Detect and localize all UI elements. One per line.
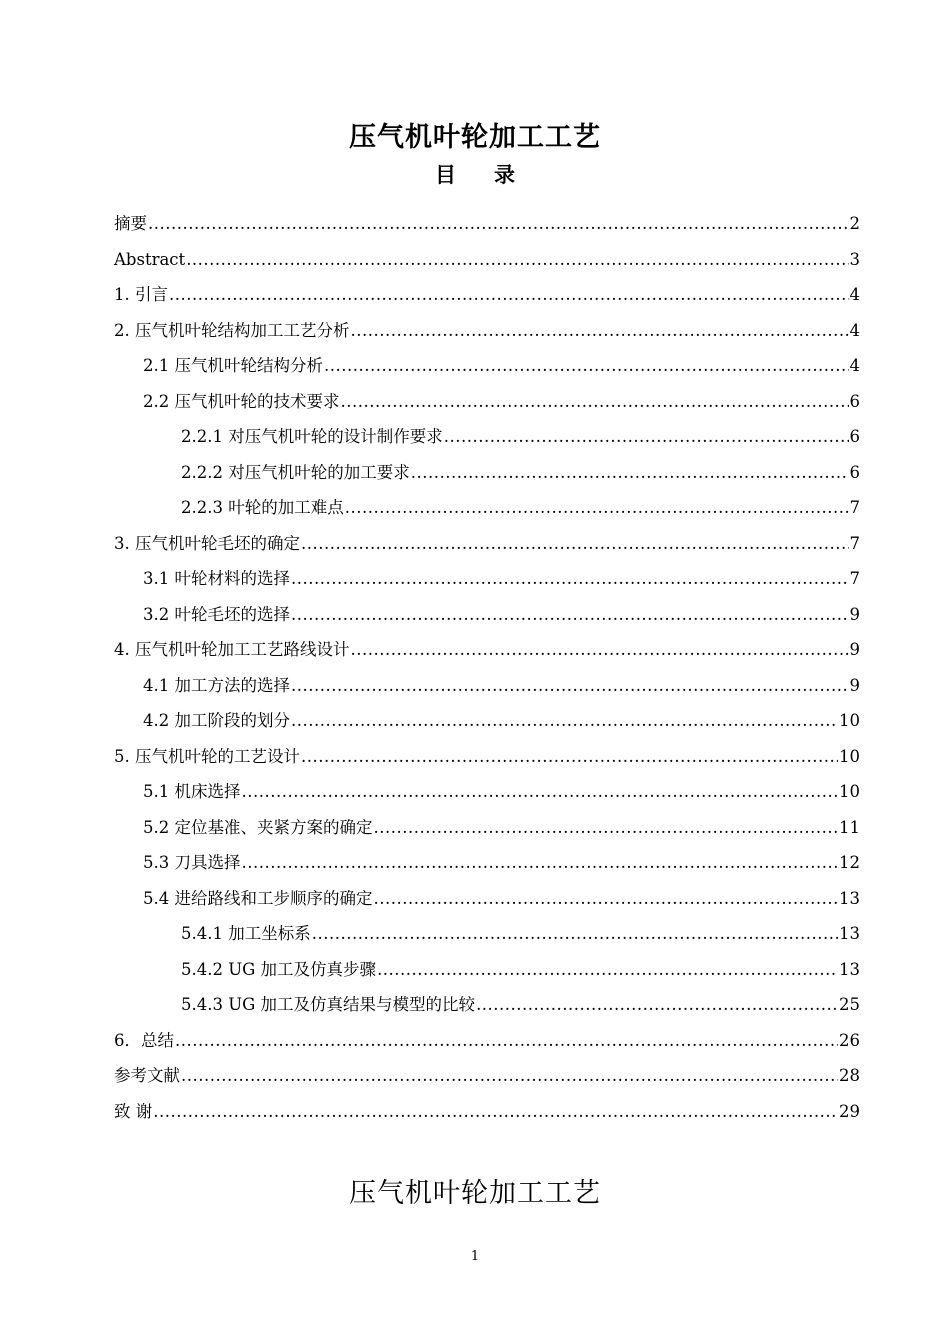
toc-entry-label: 3.1 叶轮材料的选择 <box>143 569 290 588</box>
toc-entry-page: 26 <box>839 1030 860 1050</box>
toc-entry-5-4-3[interactable] <box>114 987 860 1023</box>
toc-entry-label: 5.4 进给路线和工步顺序的确定 <box>143 888 373 908</box>
toc-dot-leader <box>148 206 849 242</box>
toc-entry-label: 5.4.3 UG 加工及仿真结果与模型的比较 <box>181 995 476 1014</box>
toc-entry-label: 4.1 加工方法的选择 <box>143 675 290 695</box>
toc-entry-2-2-2[interactable] <box>114 455 860 491</box>
toc-entry-page: 11 <box>839 817 860 837</box>
toc-entry-label: 4. 压气机叶轮加工工艺路线设计 <box>114 640 350 659</box>
toc-entry-page: 3 <box>849 249 860 269</box>
toc-entry-page: 28 <box>839 1066 860 1085</box>
toc-dot-leader <box>324 348 849 384</box>
toc-entry-page: 9 <box>849 640 860 659</box>
toc-entry-5-1[interactable] <box>114 774 860 810</box>
toc-entry-2-2-1[interactable] <box>114 419 860 455</box>
toc-entry-page: 4 <box>849 285 860 304</box>
toc-entry-5-4[interactable] <box>114 881 860 917</box>
toc-entry-label: 1. 引言 <box>114 285 168 304</box>
toc-entry-2-2[interactable] <box>114 384 860 420</box>
toc-dot-leader <box>175 1023 838 1059</box>
toc-entry-5-4-2[interactable] <box>114 952 860 988</box>
toc-entry-page: 13 <box>839 888 860 908</box>
toc-entry-2-2-3[interactable] <box>114 490 860 526</box>
toc-dot-leader <box>377 952 838 988</box>
toc-entry-page: 10 <box>839 746 860 766</box>
toc-entry-page: 4 <box>849 356 860 375</box>
toc-dot-leader <box>301 526 849 562</box>
toc-entry-page: 13 <box>839 959 860 979</box>
toc-dot-leader <box>351 632 849 668</box>
toc-entry-abstract-en[interactable] <box>114 242 860 278</box>
toc-heading-part-2: 录 <box>494 162 515 187</box>
toc-dot-leader <box>374 810 839 846</box>
toc-entry-label: 3.2 叶轮毛坯的选择 <box>143 604 290 624</box>
toc-entry-label: 2.1 压气机叶轮结构分析 <box>143 356 323 375</box>
toc-entry-label: 2.2.2 对压气机叶轮的加工要求 <box>181 462 410 482</box>
body-section-title: 压气机叶轮加工工艺 <box>349 1178 601 1209</box>
toc-entry-1[interactable] <box>114 277 860 313</box>
toc-entry-page: 12 <box>839 853 860 872</box>
toc-heading-part-1: 目 <box>435 162 456 187</box>
toc-entry-label: 5.4.2 UG 加工及仿真步骤 <box>181 959 377 979</box>
toc-entry-4-2[interactable] <box>114 703 860 739</box>
toc-dot-leader <box>351 313 849 349</box>
toc-entry-2[interactable] <box>114 313 860 349</box>
toc-entry-page: 13 <box>839 924 860 943</box>
toc-entry-page: 10 <box>839 782 860 801</box>
toc-dot-leader <box>291 561 849 597</box>
toc-entry-3-2[interactable] <box>114 597 860 633</box>
toc-entry-page: 10 <box>839 711 860 730</box>
toc-dot-leader <box>476 987 838 1023</box>
toc-entry-label: 2.2.3 叶轮的加工难点 <box>181 498 344 517</box>
toc-entry-page: 6 <box>849 427 860 446</box>
toc-entry-references[interactable] <box>114 1058 860 1094</box>
toc-entry-label: Abstract <box>114 249 186 269</box>
toc-entry-page: 4 <box>849 320 860 340</box>
toc-entry-label: 4.2 加工阶段的划分 <box>143 711 290 730</box>
toc-entry-label: 2. 压气机叶轮结构加工工艺分析 <box>114 320 350 340</box>
toc-entry-label: 摘要 <box>114 214 147 233</box>
toc-dot-leader <box>291 597 849 633</box>
toc-entry-label: 5. 压气机叶轮的工艺设计 <box>114 746 300 766</box>
toc-entry-6[interactable] <box>114 1023 860 1059</box>
toc-entry-abstract-cn[interactable] <box>114 206 860 242</box>
toc-dot-leader <box>341 384 849 420</box>
toc-entry-label: 5.1 机床选择 <box>143 782 241 801</box>
toc-dot-leader <box>374 881 839 917</box>
page-number: 1 <box>470 1249 480 1264</box>
toc-entry-5-3[interactable] <box>114 845 860 881</box>
toc-entry-page: 9 <box>849 604 860 624</box>
toc-dot-leader <box>181 1058 838 1094</box>
toc-entry-page: 29 <box>839 1101 860 1121</box>
toc-entry-label: 5.3 刀具选择 <box>143 853 241 872</box>
toc-dot-leader <box>242 845 839 881</box>
document-title: 压气机叶轮加工工艺 <box>349 122 601 153</box>
toc-entry-4-1[interactable] <box>114 668 860 704</box>
toc-entry-page: 9 <box>849 675 860 695</box>
toc-entry-5-4-1[interactable] <box>114 916 860 952</box>
toc-entry-acknowledgements[interactable] <box>114 1094 860 1130</box>
toc-dot-leader <box>444 419 849 455</box>
table-of-contents <box>114 206 860 1129</box>
toc-entry-4[interactable] <box>114 632 860 668</box>
toc-entry-label: 5.2 定位基准、夹紧方案的确定 <box>143 817 373 837</box>
toc-entry-label: 5.4.1 加工坐标系 <box>181 924 311 943</box>
toc-entry-page: 25 <box>839 995 860 1014</box>
toc-dot-leader <box>242 774 839 810</box>
toc-entry-label: 3. 压气机叶轮毛坯的确定 <box>114 533 300 553</box>
toc-entry-page: 2 <box>849 214 860 233</box>
toc-dot-leader <box>169 277 849 313</box>
toc-dot-leader <box>291 703 838 739</box>
toc-entry-page: 7 <box>849 533 860 553</box>
toc-entry-3-1[interactable] <box>114 561 860 597</box>
toc-entry-2-1[interactable] <box>114 348 860 384</box>
toc-dot-leader <box>345 490 849 526</box>
toc-entry-page: 6 <box>849 391 860 411</box>
toc-entry-label: 致 谢 <box>114 1101 153 1121</box>
toc-entry-page: 7 <box>849 498 860 517</box>
toc-heading <box>0 158 950 192</box>
toc-dot-leader <box>186 242 848 278</box>
toc-entry-label: 2.2 压气机叶轮的技术要求 <box>143 391 340 411</box>
toc-entry-page: 7 <box>849 569 860 588</box>
toc-entry-5[interactable] <box>114 739 860 775</box>
toc-entry-page: 6 <box>849 462 860 482</box>
toc-dot-leader <box>312 916 838 952</box>
toc-entry-3[interactable] <box>114 526 860 562</box>
toc-entry-label: 参考文献 <box>114 1066 180 1085</box>
toc-dot-leader <box>291 668 849 704</box>
toc-entry-label: 6．总结 <box>114 1030 174 1050</box>
toc-entry-5-2[interactable] <box>114 810 860 846</box>
toc-dot-leader <box>411 455 849 491</box>
toc-dot-leader <box>153 1094 838 1130</box>
toc-dot-leader <box>301 739 838 775</box>
toc-entry-label: 2.2.1 对压气机叶轮的设计制作要求 <box>181 427 443 446</box>
